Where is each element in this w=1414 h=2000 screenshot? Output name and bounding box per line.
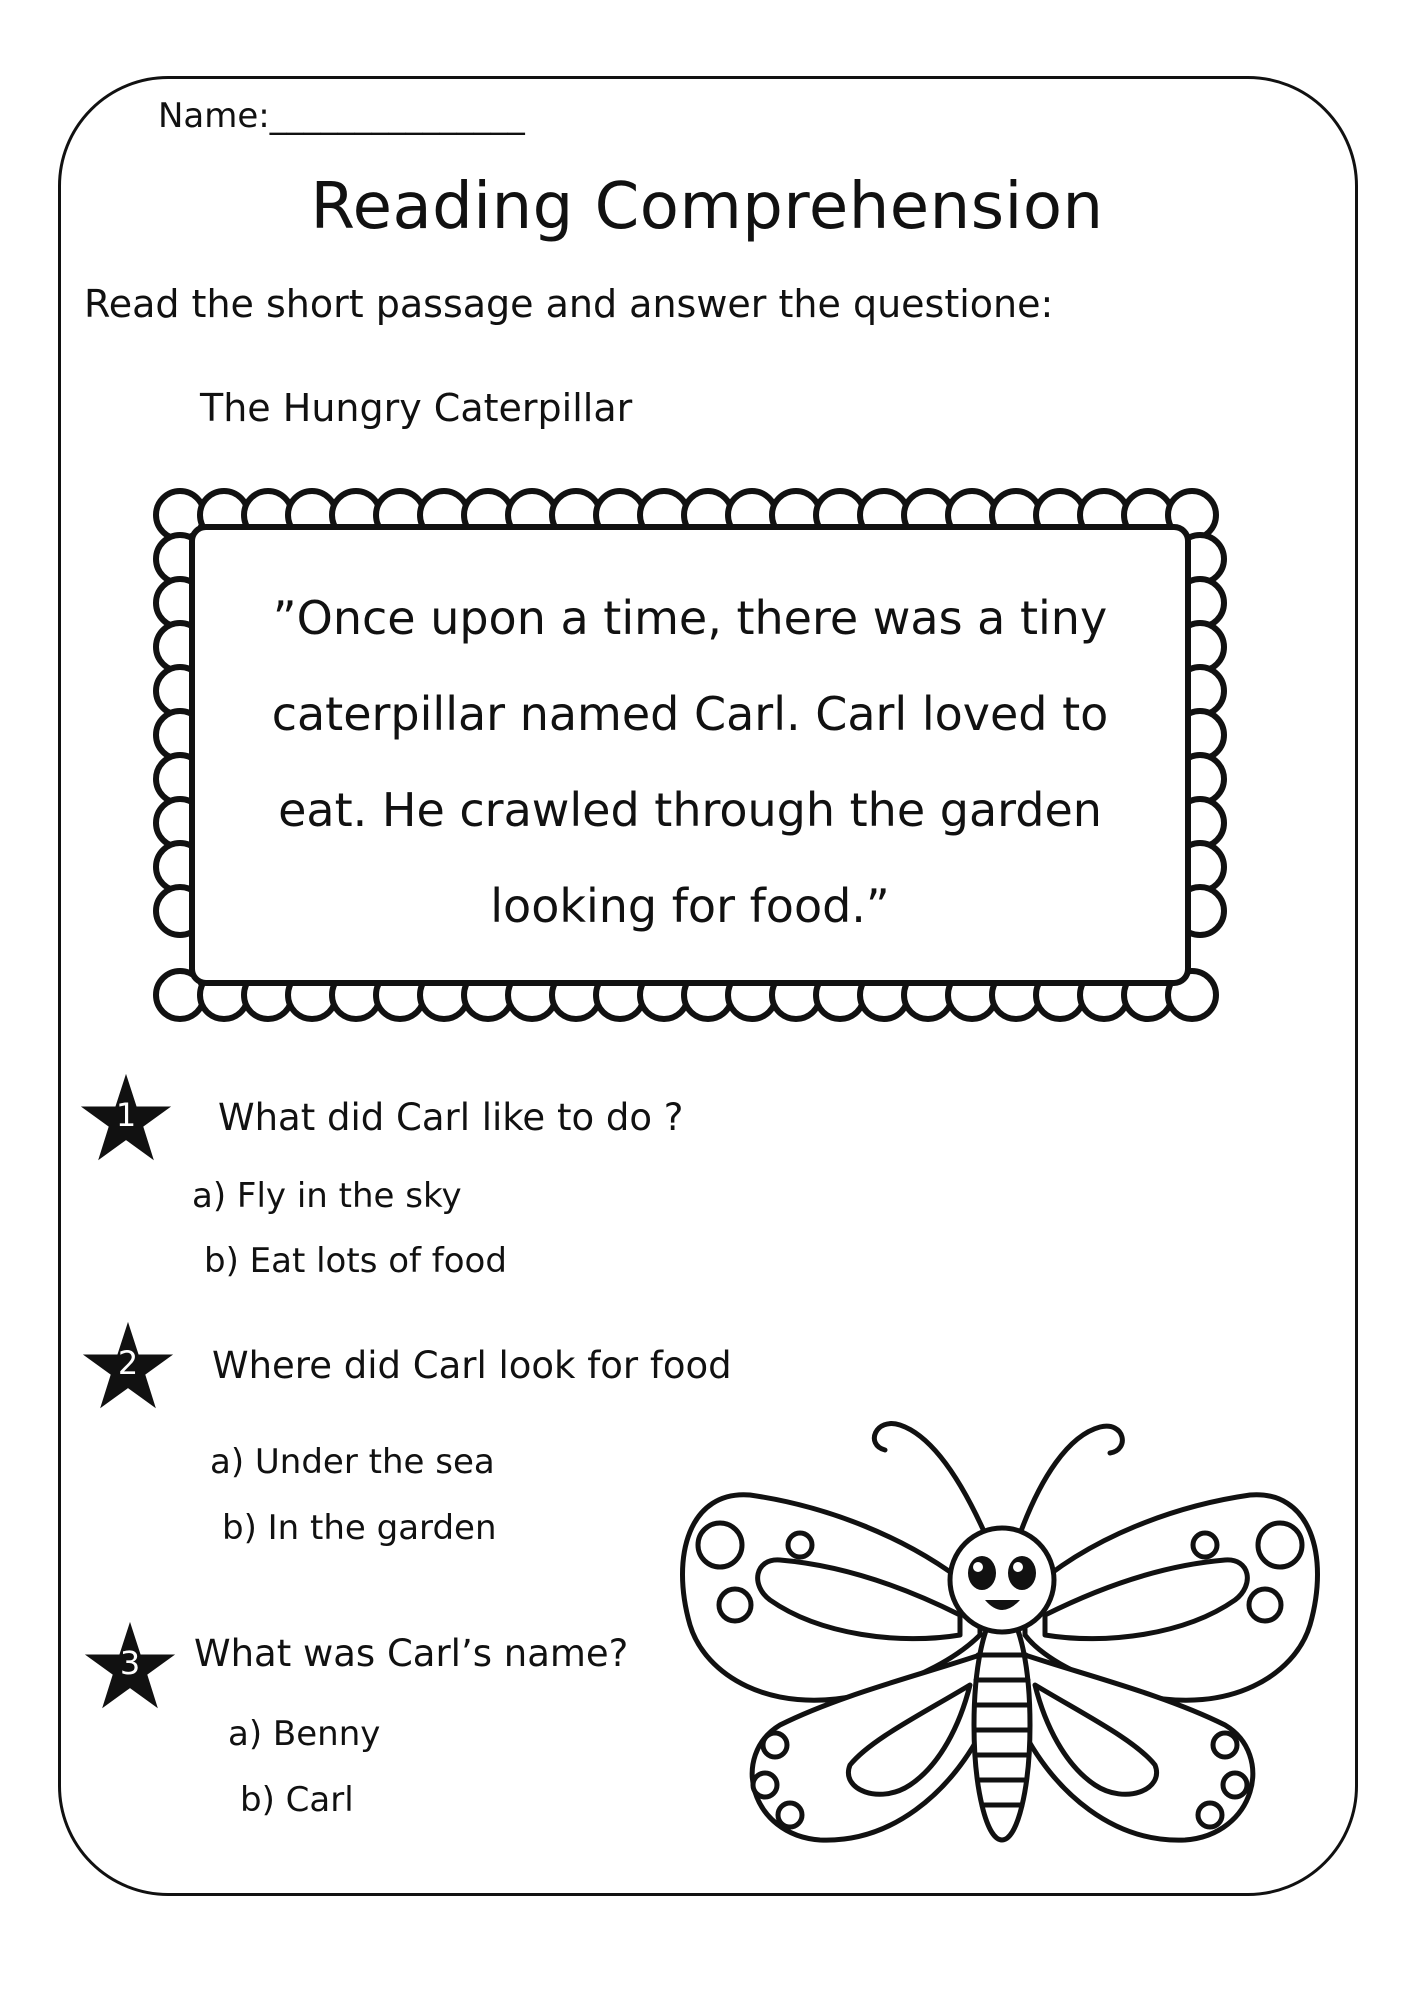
- name-field-label: Name:_______________: [158, 96, 525, 136]
- page-title: Reading Comprehension: [310, 170, 1104, 244]
- passage-text: ”Once upon a time, there was a tiny caterpillar named Carl. Carl loved to eat. He crawled through the garden looking for food.”: [271, 591, 1109, 933]
- instructions-text: Read the short passage and answer the questione:: [84, 282, 1054, 326]
- question-2-star-icon: [80, 1318, 176, 1414]
- question-3-option-b: b) Carl: [240, 1780, 354, 1820]
- question-2-option-b: b) In the garden: [222, 1508, 497, 1548]
- question-3-number: 3: [119, 1644, 141, 1682]
- question-1-star-icon: [78, 1070, 174, 1166]
- question-1-text: What did Carl like to do ?: [218, 1096, 684, 1139]
- question-2-option-a: a) Under the sea: [210, 1442, 495, 1482]
- story-title: The Hungry Caterpillar: [200, 386, 633, 430]
- question-3-text: What was Carl’s name?: [194, 1632, 629, 1675]
- question-1-option-b: b) Eat lots of food: [204, 1241, 507, 1281]
- question-2-text: Where did Carl look for food: [212, 1344, 732, 1387]
- question-2-number: 2: [117, 1344, 139, 1382]
- question-1-option-a: a) Fly in the sky: [192, 1176, 462, 1216]
- question-1-number: 1: [115, 1096, 137, 1134]
- question-3-option-a: a) Benny: [228, 1714, 381, 1754]
- question-3-star-icon: [82, 1618, 178, 1714]
- butterfly-illustration: [660, 1395, 1340, 1845]
